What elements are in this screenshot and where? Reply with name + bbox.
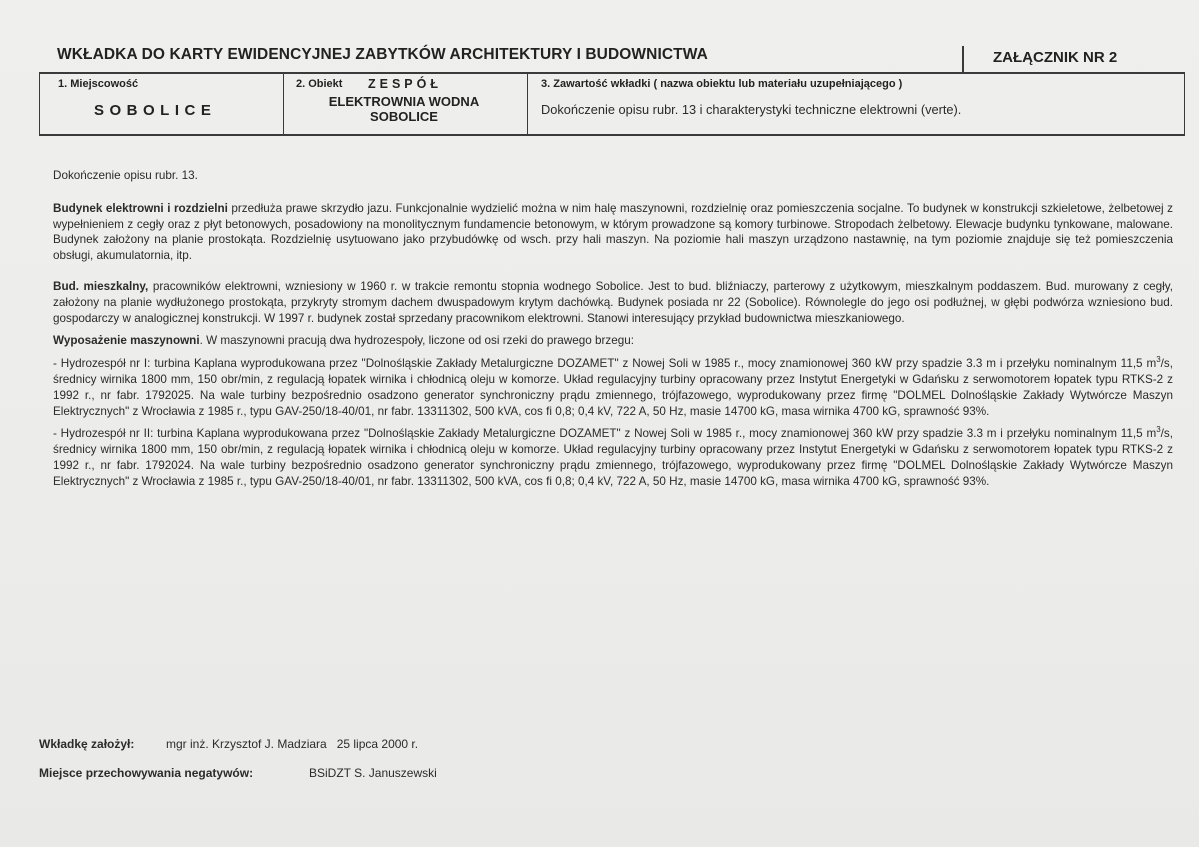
annex-number: ZAŁĄCZNIK NR 2 [993,49,1118,66]
document-body [53,168,1173,490]
header-divider-2 [527,73,528,135]
field-object-value [290,94,518,124]
field-locality-value: SOBOLICE [94,102,217,119]
footer-storage-label: Miejsce przechowywania negatywów: [39,766,254,780]
paragraph-lead: Bud. mieszkalny, [53,279,149,293]
unit2-text-a: - Hydrozespół nr II: turbina Kaplana wyprodukowana przez "Dolnośląskie Zakłady Metalurgiczne DOZAMET" z Nowej Soli w 1985 r., mocy znamionowej 360 kW przy spadzie 3.3 m i przełyku nominalnym 11,5 m [53,427,1157,441]
paragraph-text: pracowników elektrowni, wzniesiony w 1960 r. w trakcie remontu stopnia wodnego Sobolice. Jest to bud. bliźniaczy, parterowy z użytkowym, mieszkalnym poddaszem. Bud. murowany z cegły, założony na planie wydłużonego prostokąta, przykryty stromym dachem dwuspadowym krytym dachówką. Budynek posiada nr 22 (Sobolice). Równolegle do jego osi podłużnej, w głębi podwórza wzniesiono bud. gospodarczy w analogicznej konstrukcji. W 1997 r. budynek został sprzedany pracownikom elektrowni. Stanowi interesujący przykład budownictwa mieszkaniowego. [53,279,1173,325]
header-bottom-rule [39,134,1185,136]
field-object-label: 2. Obiekt [296,78,343,90]
unit1-text-a: - Hydrozespół nr I: turbina Kaplana wyprodukowana przez "Dolnośląskie Zakłady Metalurgiczne DOZAMET" z Nowej Soli w 1985 r., mocy znamionowej 360 kW przy spadzie 3.3 m i przełyku nominalnym 11,5 m [53,357,1157,371]
unit1-superscript: 3 [1156,355,1161,365]
header-divider-1 [283,73,284,135]
field-locality-label: 1. Miejscowość [58,78,139,90]
header-divider-left [39,73,40,135]
header-top-rule [39,72,1185,74]
body-intro: Dokończenie opisu rubr. 13. [53,169,198,182]
paragraph-hydro-unit-2 [53,426,1173,489]
form-title: WKŁADKA DO KARTY EWIDENCYJNEJ ZABYTKÓW ARCHITEKTURY I BUDOWNICTWA [57,46,708,63]
field-object-line1: ELEKTROWNIA WODNA [328,94,480,109]
paragraph-text: . W maszynowni pracują dwa hydrozespoły, liczone od osi rzeki do prawego brzegu: [199,334,634,348]
field-contents-value: Dokończenie opisu rubr. 13 i charakterystyki techniczne elektrowni (verte). [541,102,962,117]
paragraph-machinery [53,333,1173,349]
unit1-text-b: /s, średnicy wirnika 1800 mm, 150 obr/min, z regulacją łopatek wirnika i chłodnicą oleju w komorze. Układ regulacyjny turbiny opracowany przez Instytut Energetyki w Gdańsku z serwomotorem łopatek typu RTKS-2 z 1992 r., nr fabr. 1792025. Na wale turbiny bezpośrednio osadzono generator synchroniczny prądu zmiennego, trójfazowego, wyprodukowany przez firmę "DOLMEL Dolnośląskie Zakłady Wytwórcze Maszyn Elektrycznych" z Wrocławia z 1985 r., typu GAV-250/18-40/01, nr fabr. 13311302, 500 kVA, cos fi 0,8; 0,4 kV, 722 A, 50 Hz, masie 14700 kG, masa wirnika 4700 kG, sprawność 93%. [53,357,1173,418]
paragraph-power-station-building [53,201,1173,264]
paragraph-lead: Wyposażenie maszynowni [53,334,200,348]
paragraph-hydro-unit-1 [53,356,1173,419]
footer-storage-value: BSiDZT S. Januszewski [309,766,437,780]
header-divider-annex [962,46,964,74]
footer-storage-row [39,766,253,780]
footer-author-label: Wkładkę założył: [39,737,135,751]
footer-author-value: mgr inż. Krzysztof J. Madziara 25 lipca 2000 r. [166,737,419,751]
paragraph-residential-building [53,279,1173,326]
paragraph-text: przedłuża prawe skrzydło jazu. Funkcjonalnie wydzielić można w nim halę maszynowni, rozdzielnię oraz pomieszczenia socjalne. To budynek w konstrukcji szkieletowe, żelbetowej z wypełnieniem z cegły oraz z płyt betonowych, posadowiony na monolitycznym fundamencie betonowym, w którym prowadzone są komory turbinowe. Stropodach żelbetowy. Elewacje budynku tynkowane, malowane. Budynek założony na planie prostokąta. Rozdzielnię usytuowano jako przybudówkę od wsch. przy hali maszyn. Na poziomie hali maszyn urządzono nastawnię, na tym poziomie znajduje się też pomieszczenia obsługi, akumulatornia, itp. [53,201,1174,263]
field-object-prefix: ZESPÓŁ [368,77,443,91]
footer-author-row [39,737,134,751]
field-contents-label: 3. Zawartość wkładki ( nazwa obiektu lub materiału uzupełniającego ) [541,78,903,90]
header-divider-right [1184,73,1185,135]
field-object-line2: SOBOLICE [370,109,438,124]
unit2-text-b: /s, średnicy wirnika 1800 mm, 150 obr/min, z regulacją łopatek wirnika i chłodnicą oleju w komorze. Układ regulacyjny turbiny opracowany przez Instytut Energetyki w Gdańsku z serwomotorem łopatek typu RTKS-2 z 1992 r., nr fabr. 1792024. Na wale turbiny bezpośrednio osadzono generator synchroniczny prądu zmiennego, trójfazowego, wyprodukowany przez firmę "DOLMEL Dolnośląskie Zakłady Wytwórcze Maszyn Elektrycznych" z Wrocławia z 1985 r., typu GAV-250/18-40/01, nr fabr. 13311302, 500 kVA, cos fi 0,8; 0,4 kV, 722 A, 50 Hz, masie 14700 kG, masa wirnika 4700 kG, sprawność 93%. [53,427,1173,488]
paragraph-lead: Budynek elektrowni i rozdzielni [53,201,228,215]
unit2-superscript: 3 [1156,425,1161,435]
